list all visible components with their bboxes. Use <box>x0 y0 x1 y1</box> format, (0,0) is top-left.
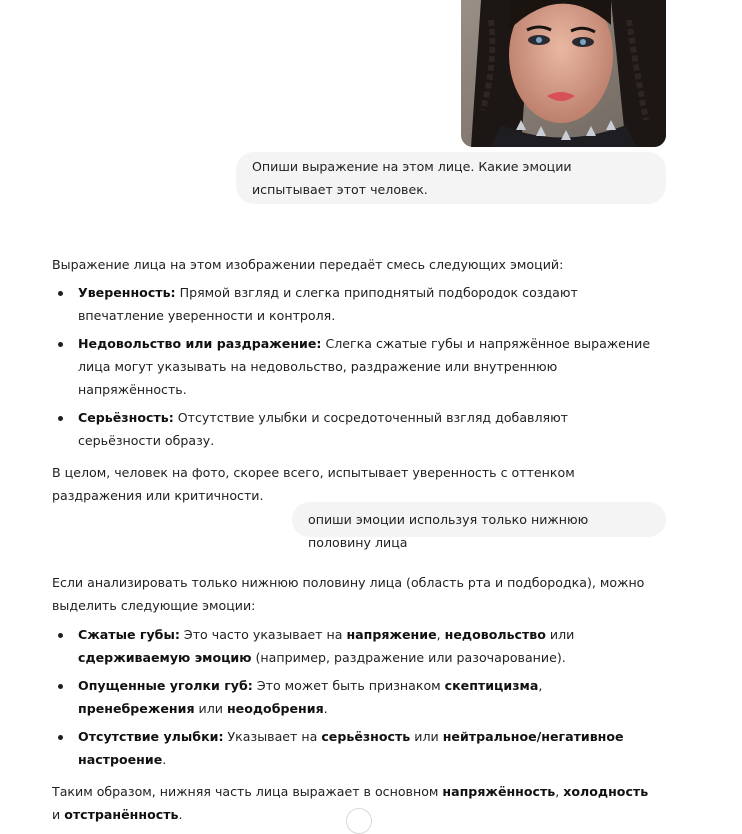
list-item: Уверенность: Прямой взгляд и слегка приподнятый подбородок создают впечатление уверенности и контроля. <box>52 281 652 327</box>
answer-conclusion: Таким образом, нижняя часть лица выражает в основном напряжённость, холодность и отстранённость. <box>52 784 649 822</box>
list-item: Опущенные уголки губ: Это может быть признаком скептицизма, пренебрежения или неодобрения. <box>52 674 652 720</box>
assistant-message-1 <box>52 253 652 507</box>
user-message-1 <box>236 152 666 204</box>
list-item: Серьёзность: Отсутствие улыбки и сосредоточенный взгляд добавляют серьёзности образу. <box>52 406 652 452</box>
uploaded-portrait-image[interactable] <box>461 0 666 147</box>
user-message-text: опиши эмоции используя только нижнюю половину лица <box>308 512 589 550</box>
user-message-2 <box>292 502 666 550</box>
list-item: Отсутствие улыбки: Указывает на серьёзность или нейтральное/негативное настроение. <box>52 725 652 771</box>
scroll-down-button[interactable] <box>346 808 372 834</box>
list-item: Сжатые губы: Это часто указывает на напряжение, недовольство или сдерживаемую эмоцию (например, раздражение или разочарование). <box>52 623 652 669</box>
portrait-photo <box>461 0 666 147</box>
answer-intro: Если анализировать только нижнюю половину лица (область рта и подбородка), можно выделить следующие эмоции: <box>52 575 645 613</box>
user-message-text: Опиши выражение на этом лице. Какие эмоции испытывает этот человек. <box>252 159 572 197</box>
emotion-list <box>52 623 652 771</box>
emotion-list <box>52 281 652 452</box>
answer-intro: Выражение лица на этом изображении передаёт смесь следующих эмоций: <box>52 257 564 272</box>
assistant-message-2 <box>52 571 652 826</box>
answer-conclusion: В целом, человек на фото, скорее всего, испытывает уверенность с оттенком раздражения или критичности. <box>52 465 575 503</box>
list-item: Недовольство или раздражение: Слегка сжатые губы и напряжённое выражение лица могут указывать на недовольство, раздражение или внутреннюю напряжённость. <box>52 332 652 401</box>
